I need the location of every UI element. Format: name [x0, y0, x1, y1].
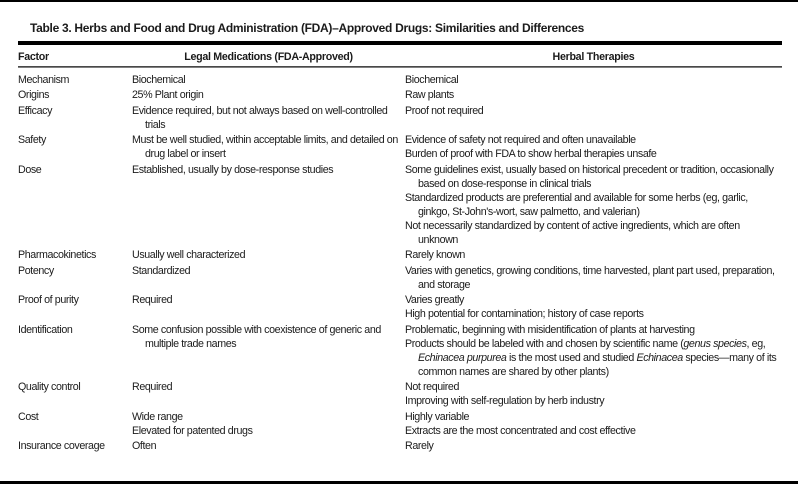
cell-statement — [132, 104, 405, 132]
table-header-row — [18, 51, 782, 63]
cell-statement — [132, 73, 405, 87]
text-segment: Evidence required, but not always based on well-controlled trials — [132, 104, 388, 131]
cell-statement — [405, 88, 782, 102]
text-segment: Varies greatly — [405, 294, 464, 306]
text-segment: Products should be labeled with and chosen by scientific name ( — [405, 337, 684, 350]
table-row — [18, 379, 782, 409]
text-segment: Raw plants — [405, 89, 454, 101]
factor-cell: Quality control — [18, 381, 81, 393]
text-segment: Proof not required — [405, 104, 484, 117]
table-row — [18, 292, 782, 322]
text-segment: Usually well characterized — [132, 249, 246, 261]
column-header-factor: Factor — [18, 51, 49, 63]
table-row — [18, 102, 782, 132]
herbal-therapies-cell — [405, 439, 782, 453]
top-frame-rule — [0, 0, 798, 2]
text-segment: Often — [132, 440, 157, 452]
cell-statement — [405, 264, 782, 292]
text-segment: Problematic, beginning with misidentification of plants at harvesting — [405, 323, 695, 336]
factor-cell: Identification — [18, 323, 73, 336]
cell-statement — [132, 248, 405, 262]
text-segment: Required — [132, 381, 173, 393]
cell-statement — [405, 104, 782, 118]
text-segment: Not required — [405, 381, 460, 393]
legal-medications-cell — [132, 73, 405, 87]
text-segment: , eg, — [746, 337, 766, 350]
cell-statement — [132, 323, 405, 351]
herbal-therapies-cell — [405, 73, 782, 87]
factor-cell: Potency — [18, 264, 54, 277]
legal-medications-cell — [132, 248, 405, 262]
cell-statement — [405, 439, 782, 453]
herbal-therapies-cell — [405, 104, 782, 118]
herbal-therapies-cell — [405, 293, 782, 321]
text-segment: Biochemical — [405, 73, 459, 86]
table-row — [18, 321, 782, 379]
text-segment: Not necessarily standardized by content of active ingredients, which are often unknown — [405, 219, 740, 246]
legal-medications-cell — [132, 163, 405, 177]
cell-statement — [132, 163, 405, 177]
text-segment: species—many of its common names are shared by other plants) — [418, 351, 777, 378]
text-segment: Standardized — [132, 264, 191, 277]
table-row — [18, 262, 782, 292]
text-segment: Rarely — [405, 440, 434, 452]
cell-statement — [132, 410, 405, 424]
text-segment: Rarely known — [405, 249, 465, 261]
column-header-herbal-therapies: Herbal Therapies — [552, 51, 635, 63]
text-segment: Improving with self-regulation by herb industry — [405, 395, 605, 407]
table-row — [18, 71, 782, 87]
text-segment: Varies with genetics, growing conditions, time harvested, plant part used, preparation, and storage — [405, 264, 775, 291]
cell-statement — [405, 424, 782, 438]
herbal-therapies-cell — [405, 410, 782, 438]
herbal-therapies-cell — [405, 380, 782, 408]
cell-statement — [405, 73, 782, 87]
factor-cell: Mechanism — [18, 73, 70, 86]
legal-medications-cell — [132, 293, 405, 307]
legal-medications-cell — [132, 104, 405, 132]
table-row — [18, 87, 782, 103]
legal-medications-cell — [132, 264, 405, 278]
herbal-therapies-cell — [405, 248, 782, 262]
cell-statement — [132, 439, 405, 453]
factor-cell: Safety — [18, 134, 46, 146]
herbal-therapies-cell — [405, 88, 782, 102]
factor-cell: Cost — [18, 410, 39, 423]
cell-statement — [132, 264, 405, 278]
cell-statement — [132, 380, 405, 394]
cell-statement — [132, 88, 405, 102]
text-segment: Some guidelines exist, usually based on historical precedent or tradition, occasionally based on dose-response in clinical trials — [405, 163, 774, 190]
cell-statement — [405, 380, 782, 394]
table-row — [18, 408, 782, 438]
legal-medications-cell — [132, 380, 405, 394]
factor-cell: Pharmacokinetics — [18, 249, 96, 261]
text-segment: Burden of proof with FDA to show herbal therapies unsafe — [405, 148, 657, 160]
cell-statement — [405, 410, 782, 424]
bottom-frame-rule — [0, 481, 798, 484]
legal-medications-cell — [132, 323, 405, 351]
text-segment: is the most used and studied — [506, 351, 637, 364]
text-segment: Required — [132, 294, 173, 306]
factor-cell: Insurance coverage — [18, 440, 105, 452]
italic-species-name: Echinacea — [636, 351, 683, 364]
factor-cell: Dose — [18, 163, 42, 176]
legal-medications-cell — [132, 133, 405, 161]
text-segment: Some confusion possible with coexistence of generic and multiple trade names — [132, 323, 381, 350]
table-row — [18, 247, 782, 263]
text-segment: Standardized products are preferential and available for some herbs (eg, garlic, ginkgo, St-John's-wort, saw palmetto, and valerian) — [405, 191, 748, 218]
cell-statement — [405, 337, 782, 379]
cell-statement — [405, 219, 782, 247]
table-row — [18, 132, 782, 162]
table-row — [18, 438, 782, 454]
table-title: Table 3. Herbs and Food and Drug Administration (FDA)–Approved Drugs: Similarities and Differences — [30, 21, 585, 35]
herbal-therapies-cell — [405, 264, 782, 292]
herbal-therapies-cell — [405, 133, 782, 161]
cell-statement — [405, 307, 782, 321]
factor-cell: Origins — [18, 89, 50, 101]
cell-statement — [132, 424, 405, 438]
factor-cell: Proof of purity — [18, 294, 79, 306]
legal-medications-cell — [132, 410, 405, 438]
cell-statement — [405, 248, 782, 262]
cell-statement — [405, 293, 782, 307]
text-segment: Wide range — [132, 410, 183, 423]
cell-statement — [132, 293, 405, 307]
cell-statement — [405, 163, 782, 191]
cell-statement — [405, 323, 782, 337]
text-segment: Highly variable — [405, 410, 470, 423]
text-segment: Biochemical — [132, 73, 186, 86]
header-underline-rule — [18, 66, 782, 68]
factor-cell: Efficacy — [18, 104, 53, 117]
text-segment: Must be well studied, within acceptable limits, and detailed on drug label or insert — [132, 134, 398, 160]
table-body — [18, 71, 782, 453]
cell-statement — [132, 133, 405, 161]
herbal-therapies-cell — [405, 323, 782, 379]
cell-statement — [405, 147, 782, 161]
table-head-rule — [18, 41, 782, 45]
text-segment: Evidence of safety not required and often unavailable — [405, 134, 636, 146]
italic-species-name: Echinacea purpurea — [418, 351, 507, 364]
text-segment: Established, usually by dose-response studies — [132, 163, 334, 176]
cell-statement — [405, 133, 782, 147]
herbal-therapies-cell — [405, 163, 782, 247]
cell-statement — [405, 191, 782, 219]
text-segment: High potential for contamination; history of case reports — [405, 308, 644, 320]
text-segment: 25% Plant origin — [132, 89, 204, 101]
text-segment: Extracts are the most concentrated and cost effective — [405, 424, 636, 437]
text-segment: Elevated for patented drugs — [132, 424, 253, 437]
table-row — [18, 161, 782, 247]
cell-statement — [405, 394, 782, 408]
column-header-legal-medications: Legal Medications (FDA-Approved) — [184, 51, 353, 63]
legal-medications-cell — [132, 88, 405, 102]
italic-species-name: genus species — [683, 337, 747, 350]
legal-medications-cell — [132, 439, 405, 453]
